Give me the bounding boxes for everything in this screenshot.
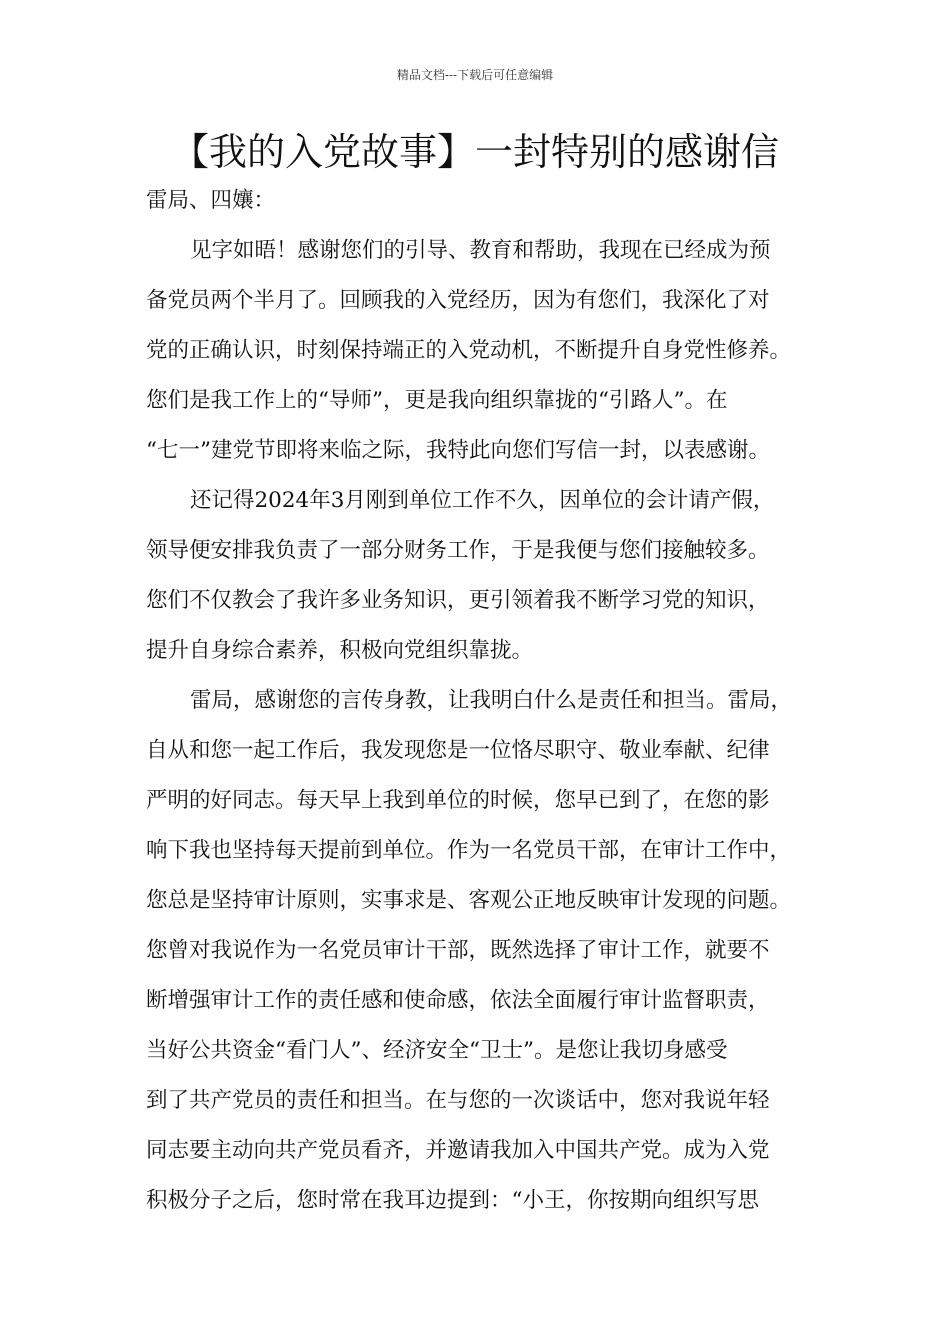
page-header: 精品文档---下载后可任意编辑 [396,68,554,82]
document-title: 【我的入党故事】一封特别的感谢信 [170,130,779,174]
text-line: 自从和您一起工作后，我发现您是一位恪尽职守、敬业奉献、纪律 [146,738,770,763]
text-line: 还记得2024年3月刚到单位工作不久，因单位的会计请产假， [190,488,775,513]
text-line: 您曾对我说作为一名党员审计干部，既然选择了审计工作，就要不 [146,938,770,963]
text-line: 您们是我工作上的“导师”，更是我向组织靠拢的“引路人”。在 [146,388,728,413]
text-line: 您总是坚持审计原则，实事求是、客观公正地反映审计发现的问题。 [146,888,792,913]
text-line: 领导便安排我负责了一部分财务工作，于是我便与您们接触较多。 [146,538,770,563]
text-line: 到了共产党员的责任和担当。在与您的一次谈话中，您对我说年轻 [146,1088,770,1113]
text-line: 备党员两个半月了。回顾我的入党经历，因为有您们，我深化了对 [146,288,770,313]
text-line: “七一”建党节即将来临之际，我特此向您们写信一封，以表感谢。 [146,438,770,463]
text-line: 同志要主动向共产党员看齐，并邀请我加入中国共产党。成为入党 [146,1138,770,1163]
text-line: 积极分子之后，您时常在我耳边提到：“小王，你按期向组织写思 [146,1188,759,1213]
text-line: 严明的好同志。每天早上我到单位的时候，您早已到了，在您的影 [146,788,770,813]
text-line: 当好公共资金“看门人”、经济安全“卫士”。是您让我切身感受 [146,1038,728,1063]
text-line: 您们不仅教会了我许多业务知识，更引领着我不断学习党的知识， [146,588,770,613]
salutation: 雷局、四孃： [146,188,276,213]
text-line: 响下我也坚持每天提前到单位。作为一名党员干部，在审计工作中， [146,838,792,863]
text-line: 见字如晤！感谢您们的引导、教育和帮助，我现在已经成为预 [190,238,771,263]
text-line: 断增强审计工作的责任感和使命感，依法全面履行审计监督职责， [146,988,770,1013]
text-line: 党的正确认识，时刻保持端正的入党动机，不断提升自身党性修养。 [146,338,792,363]
letter-body [146,180,826,1230]
text-line: 提升自身综合素养，积极向党组织靠拢。 [146,638,534,663]
letter-lines [146,230,826,1230]
text-line: 雷局，感谢您的言传身教，让我明白什么是责任和担当。雷局， [190,688,793,713]
